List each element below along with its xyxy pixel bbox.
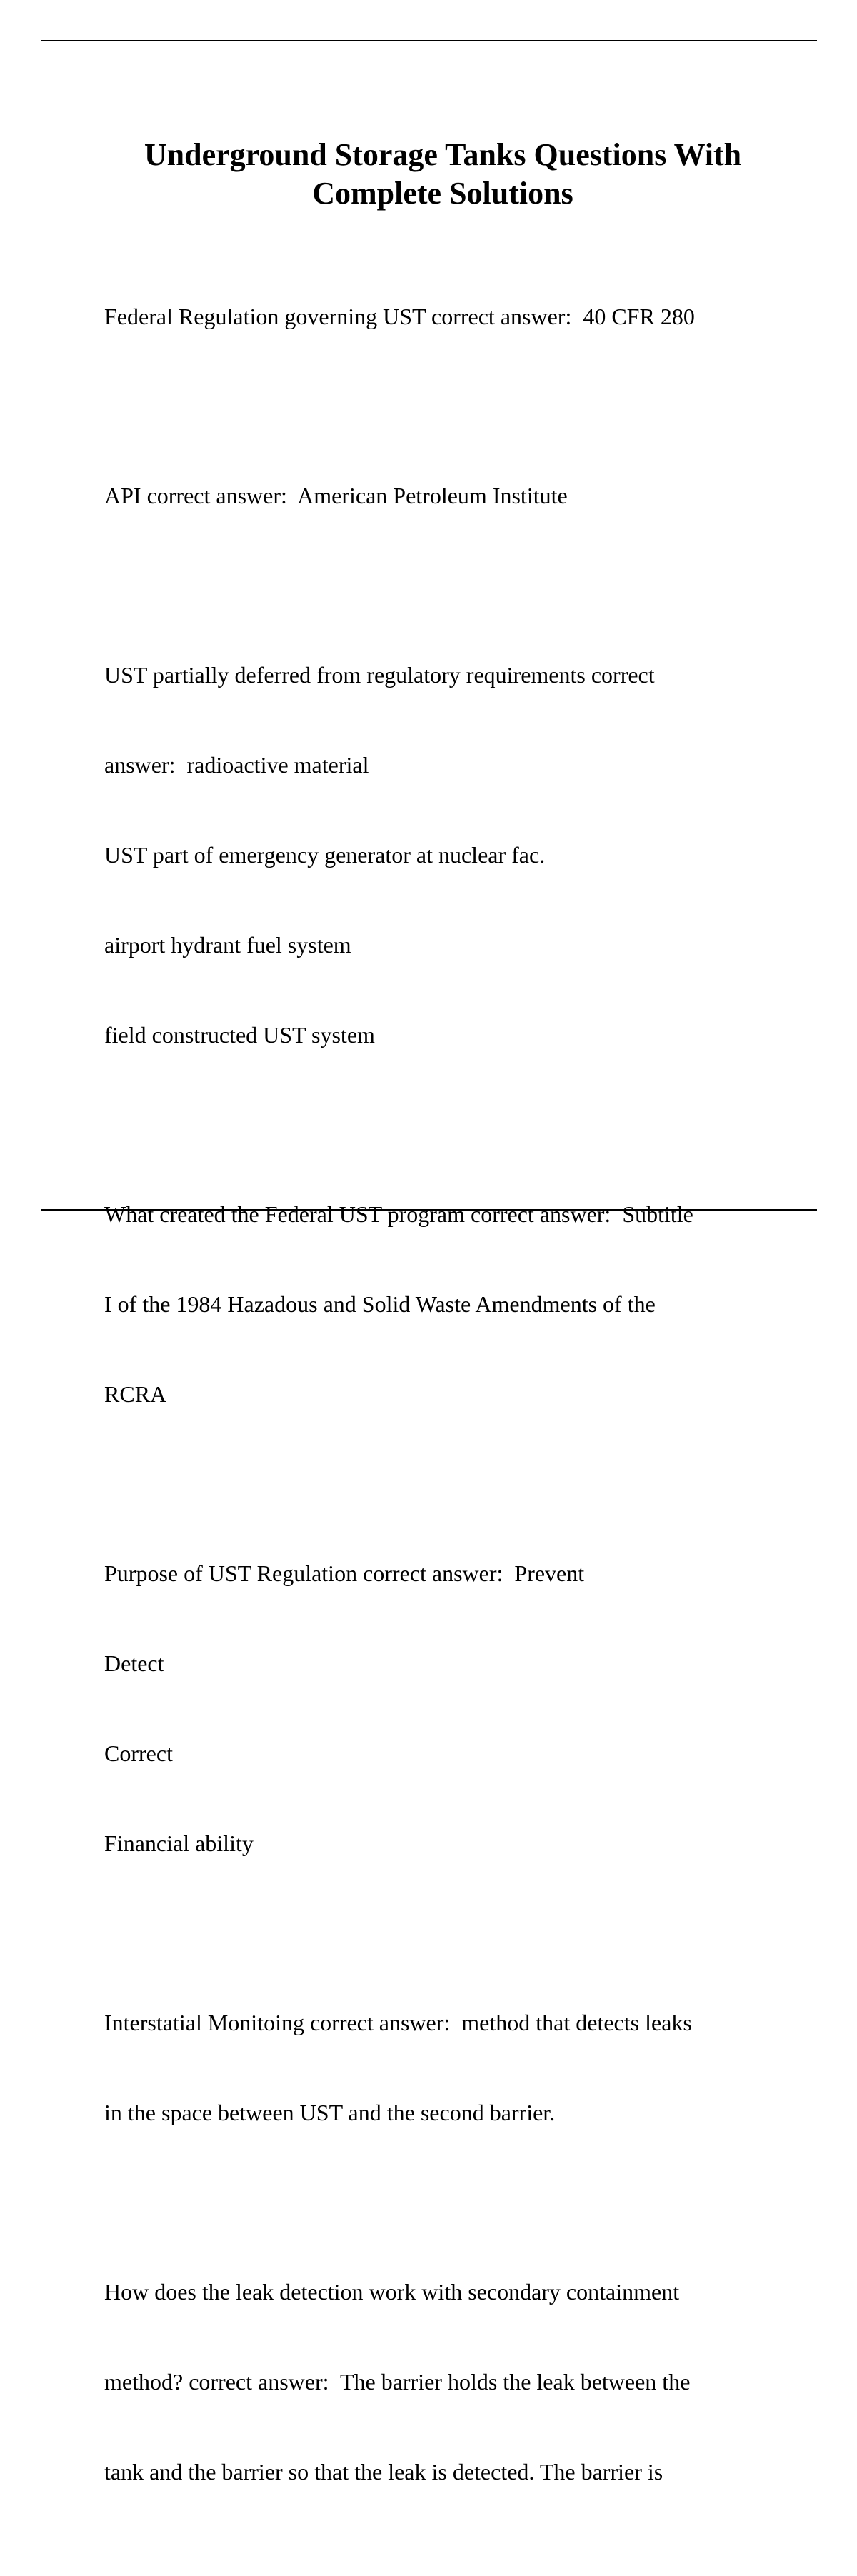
- entry-line: Purpose of UST Regulation correct answer: Prevent: [104, 1560, 585, 1586]
- document-title: [71, 136, 814, 213]
- entry-line: UST part of emergency generator at nuclear fac.: [104, 842, 546, 868]
- qa-entry-partially-deferred: [104, 600, 818, 1110]
- entry-line: What created the Federal UST program correct answer: Subtitle: [104, 1201, 693, 1227]
- qa-entry-api: [104, 421, 818, 571]
- entry-line: Interstatial Monitoing correct answer: method that detects leaks: [104, 2010, 692, 2035]
- entry-line: field constructed UST system: [104, 1022, 375, 1048]
- entry-line: How does the leak detection work with secondary containment: [104, 2279, 680, 2305]
- entry-line: RCRA: [104, 1381, 167, 1407]
- title-line: Complete Solutions: [312, 176, 573, 211]
- footer-rule: [41, 1209, 817, 1211]
- entry-line: Federal Regulation governing UST correct answer: 40 CFR 280: [104, 304, 695, 329]
- entry-line: Financial ability: [104, 1830, 254, 1856]
- qa-entry-federal-regulation: [104, 241, 818, 391]
- entry-line: airport hydrant fuel system: [104, 932, 351, 958]
- header-rule: [41, 40, 817, 41]
- entry-line: tank and the barrier so that the leak is detected. The barrier is: [104, 2459, 663, 2485]
- qa-entry-secondary-containment: [104, 2217, 818, 2547]
- entry-line: UST partially deferred from regulatory requirements correct: [104, 662, 655, 688]
- entry-line: in the space between UST and the second barrier.: [104, 2100, 556, 2125]
- entry-line: answer: radioactive material: [104, 752, 369, 778]
- entry-line: Detect: [104, 1650, 164, 1676]
- document-body: [104, 241, 818, 2576]
- entry-line: I of the 1984 Hazadous and Solid Waste Amendments of the: [104, 1291, 656, 1317]
- qa-entry-purpose: [104, 1498, 818, 1918]
- entry-line: API correct answer: American Petroleum Institute: [104, 483, 568, 508]
- qa-entry-federal-program: [104, 1139, 818, 1469]
- entry-line: Correct: [104, 1740, 173, 1766]
- entry-line: method? correct answer: The barrier holds the leak between the: [104, 2369, 691, 2395]
- title-line: Underground Storage Tanks Questions With: [144, 137, 742, 172]
- qa-entry-interstitial: [104, 1948, 818, 2187]
